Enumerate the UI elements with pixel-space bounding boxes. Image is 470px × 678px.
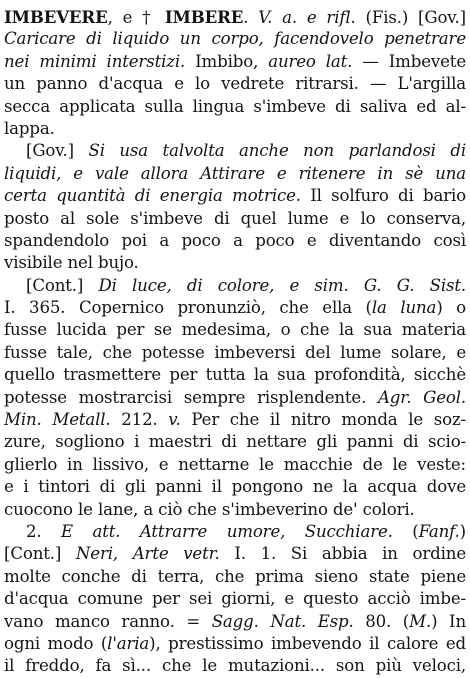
text-line <box>4 275 466 297</box>
italic-text: aureo lat. <box>268 51 353 71</box>
italic-text: Sagg. Nat. Esp. <box>211 611 354 631</box>
text-line <box>4 230 466 252</box>
text-line <box>4 364 466 386</box>
text-segment: visibile nel bujo. <box>4 253 139 273</box>
text-segment: ) o <box>436 298 466 318</box>
text-line <box>4 252 466 274</box>
text-segment: [Cont.] <box>26 275 99 295</box>
text-line <box>4 543 466 565</box>
text-segment: potesse mostrarcisi sempre risplendente. <box>4 387 378 407</box>
text-line <box>4 297 466 319</box>
text-segment: I. 1. Si abbia in ordine <box>219 544 466 564</box>
text-line <box>4 28 466 50</box>
text-segment: il freddo, fa sì... che le mutazioni... son più veloci, <box>4 656 466 676</box>
italic-text: Di luce, di colore, e sim. G. G. Sist. <box>98 275 466 295</box>
text-line <box>4 96 466 118</box>
text-line <box>4 588 466 610</box>
text-segment: Il solfuro di bario <box>300 186 466 206</box>
text-line <box>4 655 466 677</box>
italic-text: Caricare di liquido un corpo, facendovelo penetrare <box>4 29 466 49</box>
italic-text: E att. Attrarre umore, Succhiare. <box>61 521 393 541</box>
text-line <box>4 409 466 431</box>
text-line <box>4 431 466 453</box>
text-line <box>4 342 466 364</box>
text-line <box>4 208 466 230</box>
text-segment: quello trasmettere per tutta la sua profondità, sicchè <box>4 365 466 385</box>
italic-text: nei minimi interstizi. <box>4 51 186 71</box>
headword: IMBERE <box>164 7 244 27</box>
text-line <box>4 566 466 588</box>
text-line <box>4 521 466 543</box>
text-segment: 212. <box>110 410 169 430</box>
text-line <box>4 454 466 476</box>
text-segment: ogni modo ( <box>4 633 108 653</box>
text-line <box>4 476 466 498</box>
text-line <box>4 163 466 185</box>
text-segment: 2. <box>26 521 62 541</box>
text-segment: posto al sole s'imbeve di quel lume e lo conserva, <box>4 208 466 228</box>
text-segment: e i tintori di gli panni il pongono ne la acqua dove <box>4 477 466 497</box>
text-segment: lappa. <box>4 118 55 138</box>
italic-text: Min. Metall. <box>4 410 111 430</box>
text-line <box>4 73 466 95</box>
text-segment: ) In <box>431 611 466 631</box>
text-segment: secca applicata sulla lingua s'imbeve di saliva ed al- <box>4 96 466 116</box>
text-segment: Per che il nitro monda le soz- <box>180 410 466 430</box>
text-segment: vano manco ranno. = <box>4 611 212 631</box>
text-line <box>4 499 466 521</box>
text-segment: [Cont.] <box>4 544 76 564</box>
italic-text: M. <box>409 611 432 631</box>
text-segment: I. 365. Copernico pronunziò, che ella ( <box>4 298 372 318</box>
text-segment: zure, sogliono i maestri di nettare gli panni di scio- <box>4 432 466 452</box>
text-segment: . <box>243 8 259 27</box>
italic-text: Agr. Geol. <box>377 387 466 407</box>
text-segment: un panno d'acqua e lo vedrete ritrarsi. — L'argilla <box>4 74 466 94</box>
text-segment: ( <box>392 521 419 541</box>
text-line <box>4 611 466 633</box>
italic-text: Neri, Arte vetr. <box>75 544 220 564</box>
text-line <box>4 185 466 207</box>
text-segment: Imbibo, <box>185 51 269 71</box>
italic-text: la luna <box>371 298 437 318</box>
text-segment: cuocono le lane, a ciò che s'imbeverino de' colori. <box>4 499 415 519</box>
text-line <box>4 51 466 73</box>
text-segment: ) <box>459 521 466 541</box>
text-line <box>4 319 466 341</box>
text-line <box>4 140 466 162</box>
text-line <box>4 633 466 655</box>
italic-text: Fanf. <box>418 521 460 541</box>
text-segment: [Gov.] <box>26 141 89 161</box>
text-segment: fusse tale, che potesse imbeversi del lume solare, e <box>4 342 466 362</box>
text-segment: — Imbevete <box>352 51 466 71</box>
text-segment: (Fis.) [Gov.] <box>355 8 466 27</box>
text-segment: fusse lucida per se medesima, o che la sua materia <box>4 320 466 340</box>
italic-text: v. <box>168 410 181 430</box>
text-segment: spandendolo poi a poco a poco e diventando così <box>4 230 466 250</box>
italic-text: V. a. e rifl. <box>258 8 356 27</box>
text-line <box>4 387 466 409</box>
text-segment: ), prestissimo imbevendo il calore ed <box>149 633 466 653</box>
text-segment: 80. ( <box>353 611 410 631</box>
headword: IMBEVERE <box>4 7 108 27</box>
italic-text: Si usa talvolta anche non parlandosi di <box>88 141 466 161</box>
text-segment: , e † <box>107 8 165 27</box>
text-segment: glierlo in lissivo, e nettarne le macchie de le veste: <box>4 454 466 474</box>
text-segment: d'acqua comune per sei giorni, e questo acciò imbe- <box>4 589 466 609</box>
dictionary-page <box>4 6 466 678</box>
text-segment: molte conche di terra, che prima sieno state piene <box>4 566 466 586</box>
italic-text: certa quantità di energia motrice. <box>4 186 301 206</box>
text-line <box>4 6 466 28</box>
italic-text: l'aria <box>107 633 150 653</box>
text-line <box>4 118 466 140</box>
italic-text: liquidi, e vale allora Attirare e ritenere in sè una <box>4 163 466 183</box>
